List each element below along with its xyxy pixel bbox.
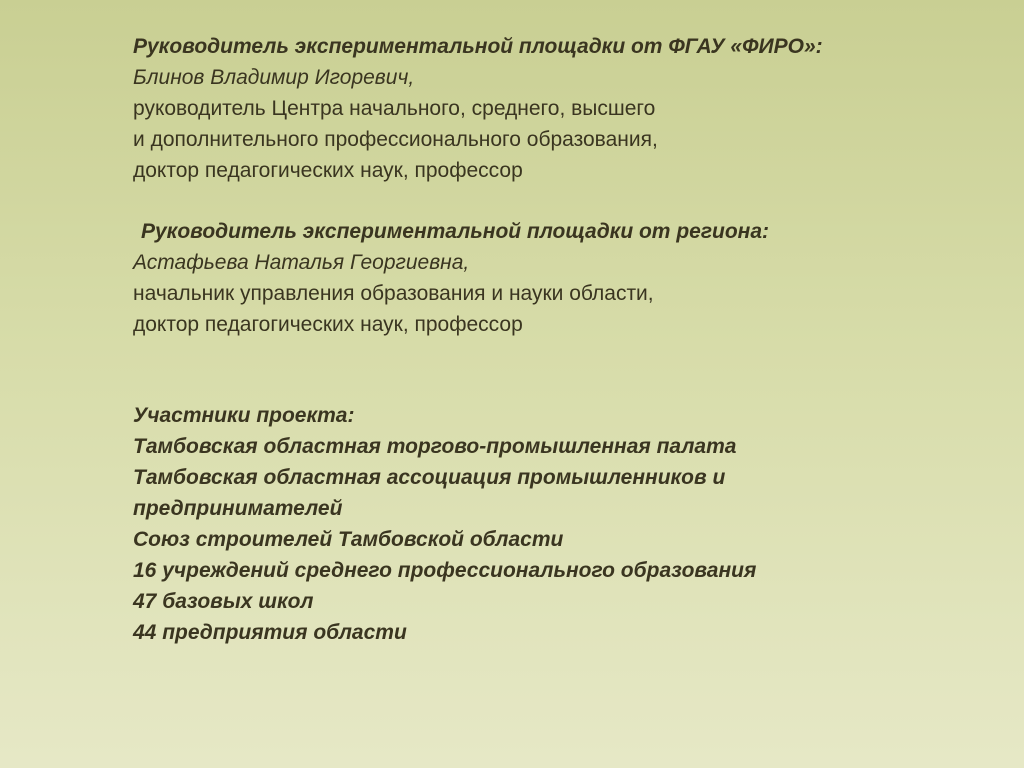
participants-block	[133, 400, 1003, 648]
region-leader-heading: Руководитель экспериментальной площадки от региона:	[141, 220, 770, 243]
region-leader-name: Астафьева Наталья Георгиевна,	[133, 251, 470, 274]
spacer	[133, 340, 1003, 400]
participant-item: 44 предприятия области	[133, 621, 407, 644]
firo-leader-position-line-1: руководитель Центра начального, среднего, высшего	[133, 97, 656, 120]
firo-leader-block	[133, 31, 1003, 186]
participant-item: Тамбовская областная торгово-промышленная палата	[133, 435, 737, 458]
region-leader-position: начальник управления образования и науки области,	[133, 282, 654, 305]
slide-content	[133, 31, 1003, 648]
participant-item: 16 учреждений среднего профессионального образования	[133, 559, 757, 582]
firo-leader-position-line-2: и дополнительного профессионального образования,	[133, 128, 658, 151]
firo-leader-heading: Руководитель экспериментальной площадки от ФГАУ «ФИРО»:	[133, 35, 823, 58]
spacer	[133, 186, 1003, 216]
firo-leader-degree: доктор педагогических наук, профессор	[133, 159, 523, 182]
region-leader-block	[133, 216, 1003, 340]
firo-leader-name: Блинов Владимир Игоревич,	[133, 66, 415, 89]
participant-item: предпринимателей	[133, 497, 343, 520]
participants-heading: Участники проекта:	[133, 404, 355, 427]
participant-item: Союз строителей Тамбовской области	[133, 528, 564, 551]
participant-item: Тамбовская областная ассоциация промышленников и	[133, 466, 726, 489]
region-leader-degree: доктор педагогических наук, профессор	[133, 313, 523, 336]
participant-item: 47 базовых школ	[133, 590, 314, 613]
